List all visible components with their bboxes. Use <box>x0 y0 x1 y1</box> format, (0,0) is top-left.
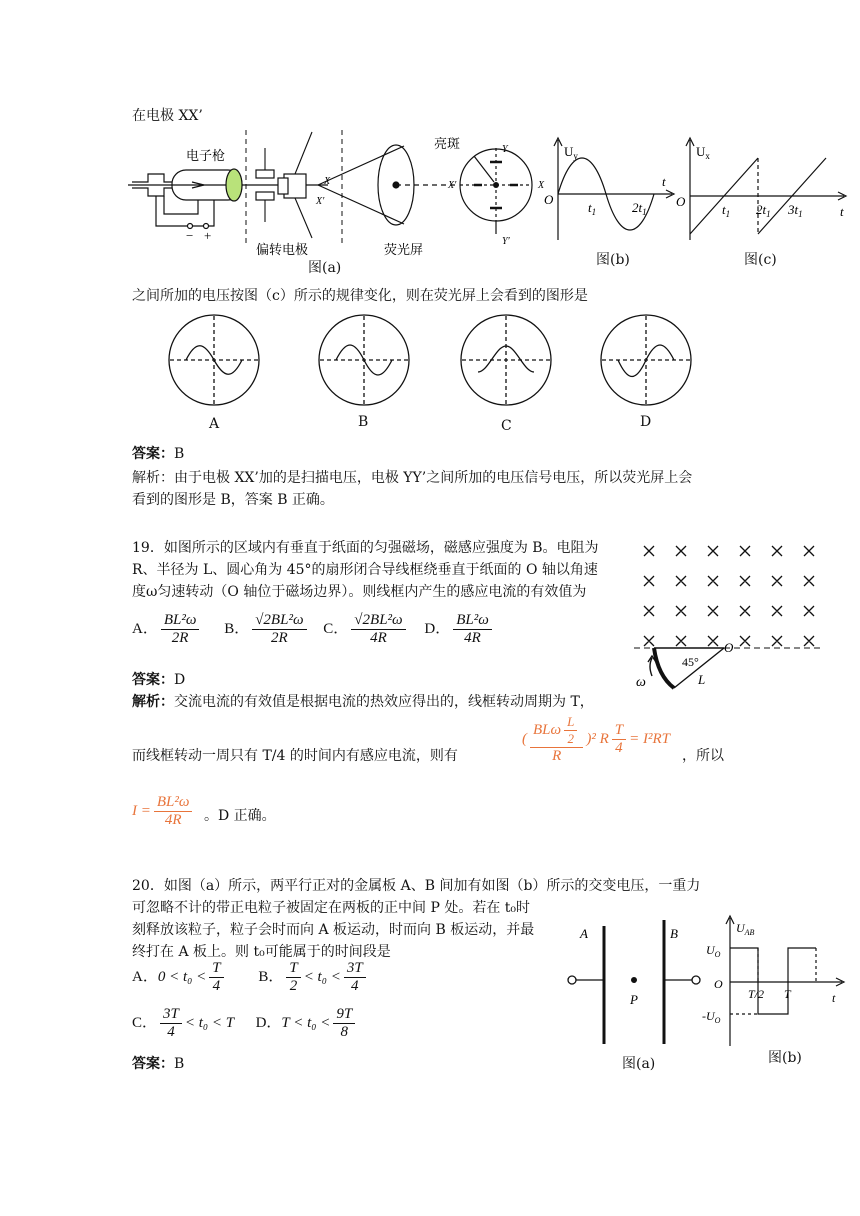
minus-sign: − <box>186 228 194 243</box>
label-Xp-plate: X′ <box>316 196 325 207</box>
fig-c-caption: 图(c) <box>744 252 777 268</box>
q19-analysis-1: 解析：交流电流的有效值是根据电流的热效应得出的，线框转动周期为 T， <box>132 694 594 710</box>
fig-b-t1: $t_1$ <box>588 200 597 217</box>
intro-text: 在电极 XX’ <box>132 108 203 124</box>
q20-line4: 终打在 A 板上。则 t₀可能属于的时间段是 <box>132 944 391 960</box>
q20-fig-b-caption: 图(b) <box>768 1050 802 1066</box>
plus-sign: + <box>204 228 212 243</box>
fig-b-2t1: $2t_1$ <box>632 200 647 217</box>
plate-A-label: A <box>580 926 588 941</box>
q18-analysis-2: 看到的图形是 B，答案 B 正确。 <box>132 492 334 508</box>
q19-analysis-2a: 而线框转动一周只有 T/4 的时间内有感应电流，则有 <box>132 748 458 764</box>
fb-negU0-label: $-U_O$ <box>702 1009 721 1025</box>
q19-line2: R、半径为 L、圆心角为 45°的扇形闭合导线框绕垂直于纸面的 O 轴以角速 <box>132 562 598 578</box>
fig-b-t: t <box>662 174 666 189</box>
q20-answer: 答案：B <box>132 1056 185 1072</box>
fig-c-3t1: $3t_1$ <box>788 202 803 219</box>
q18-analysis-1: 解析：由于电极 XX’加的是扫描电压，电极 YY’之间所加的电压信号电压，所以荧光屏上会 <box>132 470 693 486</box>
crt-diagram <box>128 126 558 276</box>
q20-fig-a-caption: 图(a) <box>622 1056 656 1072</box>
fb-origin: O <box>714 977 723 991</box>
q18-options <box>166 312 696 412</box>
fig-b-graph <box>540 134 680 246</box>
q20-voltage-graph <box>702 912 850 1048</box>
q20-line1: 20．如图（a）所示，两平行正对的金属板 A、B 间加有如图（b）所示的交变电压，一重力 <box>132 878 701 894</box>
q20-plates-figure <box>560 916 710 1052</box>
fig-b-ylabel: $U_y$ <box>564 144 578 161</box>
plate-B-label: B <box>670 926 678 941</box>
fb-U-label: $U_{AB}$ <box>736 921 755 937</box>
fig-c-t: t <box>840 204 844 219</box>
fig-c-ylabel: $U_x$ <box>696 144 710 161</box>
fig-c-origin: O <box>676 194 686 209</box>
label-spot: 亮斑 <box>434 136 461 151</box>
fig-c-t1: $t_1$ <box>722 202 731 219</box>
fig-b-origin: O <box>544 192 554 207</box>
label-X-plate: X <box>324 176 331 187</box>
q19-fig-L: L <box>698 672 706 687</box>
q20-line2: 可忽略不计的带正电粒子被固定在两板的正中间 P 处。若在 t₀时 <box>132 900 531 916</box>
fb-t-label: t <box>832 991 836 1005</box>
q19-fig-angle: 45° <box>682 655 699 669</box>
label-Yp-screen: Y′ <box>502 236 510 247</box>
label-screen: 荧光屏 <box>384 242 424 257</box>
fig-b-caption: 图(b) <box>596 252 630 268</box>
label-Y-screen: Y <box>502 144 508 155</box>
q19-fig-omega: ω <box>636 675 646 690</box>
q19-line1: 19．如图所示的区域内有垂直于纸面的匀强磁场，磁感应强度为 B。电阻为 <box>132 540 599 556</box>
option-c-label[interactable]: C <box>501 418 512 434</box>
label-deflect: 偏转电极 <box>256 242 309 257</box>
label-gun: 电子枪 <box>186 148 226 163</box>
q19-answer: 答案：D <box>132 672 186 688</box>
q19-equation-1: ( BLω $\frac{L}{2}$ R )² R $\frac{T}{4}$ = I²RT <box>522 714 670 764</box>
q19-line3: 度ω匀速转动（O 轴位于磁场边界）。则线框内产生的感应电流的有效值为 <box>132 584 587 600</box>
option-a-label[interactable]: A <box>209 416 220 432</box>
point-P-label: P <box>630 992 638 1007</box>
option-d-label[interactable]: D <box>640 414 652 430</box>
fig-c-graph <box>672 134 850 246</box>
q20-line3: 刻释放该粒子，粒子会时而向 A 板运动，时而向 B 板运动，并最 <box>132 922 535 938</box>
label-X-screen: X <box>538 180 545 191</box>
fig-c-2t1: $2t_1$ <box>756 202 771 219</box>
q19-analysis-2b: ，所以 <box>682 748 724 764</box>
q19-equation-2: I = $\frac{\text{BL²ω}}{4R}$ <box>132 794 195 829</box>
fb-U0-label: $U_O$ <box>706 943 721 959</box>
q19-eq2-tail: 。D 正确。 <box>204 808 276 824</box>
label-Xp-screen: X′ <box>448 180 457 191</box>
q20-options-row1: A．0 < t₀ < $\frac{T}{4}$ B． $\frac{T}{2}$ < t₀ < $\frac{3T}{4}$ <box>132 960 369 995</box>
q20-options-row2: C． $\frac{3T}{4}$ < t₀ < T D．T < t₀ < $\frac{9T}{8}$ <box>132 1006 358 1041</box>
fb-T2-label: T/2 <box>748 987 765 1001</box>
q19-options: A． $\frac{\text{BL²ω}}{2R}$ B． $\frac{\text{√2BL²ω}}{2R}$ C． $\frac{\text{√2BL²ω}}{4R}$ D． $\frac{\text{BL²ω}}{4R}$ <box>132 612 495 647</box>
q19-magnetic-field <box>634 536 830 692</box>
q19-fig-O: O <box>724 640 734 655</box>
q18-text: 之间所加的电压按图（c）所示的规律变化，则在荧光屏上会看到的图形是 <box>132 288 588 304</box>
q18-answer: 答案：B <box>132 446 185 462</box>
fig-a-caption: 图(a) <box>308 260 342 276</box>
fb-T-label: T <box>784 987 791 1001</box>
option-b-label[interactable]: B <box>358 414 369 430</box>
